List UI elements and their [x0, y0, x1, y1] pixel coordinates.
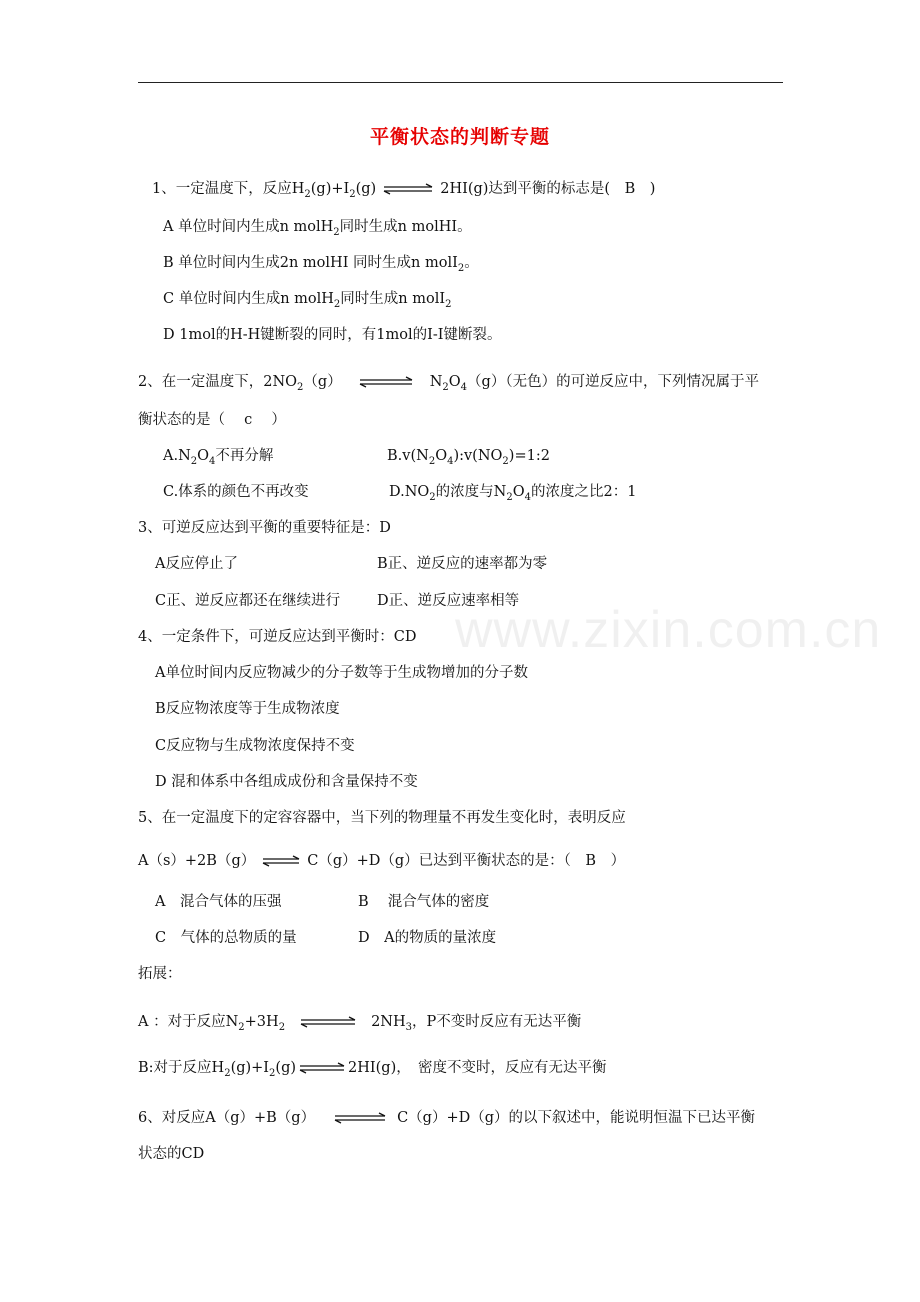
extension-label: 拓展：	[138, 966, 182, 982]
extension-item-b: B:对于反应$H_2(g)+I_2(g)$ 2HI(g)， 密度不变时，反应有无达平衡	[138, 1060, 607, 1079]
equilibrium-arrow-icon	[333, 1112, 387, 1124]
equilibrium-arrow-icon	[261, 855, 301, 867]
question-2-option-a: $A.N_2O_4$不再分解	[163, 448, 274, 467]
question-4-stem: 4、一定条件下，可逆反应达到平衡时：CD	[138, 629, 417, 645]
question-3-option-c: C正、逆反应都还在继续进行	[155, 593, 341, 609]
question-3-stem: 3、可逆反应达到平衡的重要特征是：D	[138, 520, 391, 536]
question-5-equation: A（s）+2B（g） C（g）+D（g）已达到平衡状态的是：（ B ）	[138, 853, 626, 869]
question-2-option-b: $B.v(N_2O_4):v(NO_2)=1:2$	[387, 448, 550, 467]
page-title: 平衡状态的判断专题	[369, 126, 550, 148]
question-1-option-b: B 单位时间内生成2n molHI 同时生成n molI$_2$。	[163, 255, 479, 274]
question-3-option-b: B正、逆反应的速率都为零	[377, 556, 548, 572]
watermark: www.zixin.com.cn	[455, 601, 882, 659]
question-4-option-d: D 混和体系中各组成成份和含量保持不变	[155, 774, 418, 790]
question-5-option-c: C 气体的总物质的量	[155, 930, 297, 946]
question-5-option-a: A 混合气体的压强	[155, 894, 282, 910]
question-3-option-d: D正、逆反应速率相等	[377, 593, 520, 609]
question-6-stem-continued: 状态的CD	[138, 1146, 205, 1162]
extension-item-a: A ：对于反应$N_2+3H_2$ $2NH_3$，P不变时反应有无达平衡	[138, 1014, 582, 1033]
question-2-option-d: $D.NO_2$的浓度与$N_2O_4$的浓度之比2：1	[389, 484, 637, 503]
question-5-option-b: B 混合气体的密度	[358, 894, 490, 910]
question-2-stem-continued: 衡状态的是（ c ）	[138, 412, 286, 428]
question-4-option-c: C反应物与生成物浓度保持不变	[155, 738, 355, 754]
question-1-stem: 1、一定温度下，反应$H_2(g)+I_2(g)$ 2HI(g)达到平衡的标志是( B )	[152, 181, 656, 200]
question-6-stem: 6、对反应A（g）+B（g） C（g）+D（g）的以下叙述中，能说明恒温下已达平衡	[138, 1110, 756, 1126]
equilibrium-arrow-icon	[299, 1016, 357, 1028]
question-2-stem: 2、在一定温度下，$2NO_2(g)$ $N_2O_4(g)$（无色）的可逆反应中，下列情况属于平	[138, 374, 760, 393]
equilibrium-arrow-icon	[382, 183, 434, 195]
question-5-option-d: D A的物质的量浓度	[358, 930, 497, 946]
equilibrium-arrow-icon	[358, 376, 414, 388]
question-1-option-c: C 单位时间内生成n molH$_2$同时生成n molI$_2$	[163, 291, 452, 310]
question-1-option-a: A 单位时间内生成n molH$_2$同时生成n molHI。	[163, 219, 472, 238]
question-4-option-a: A单位时间内反应物减少的分子数等于生成物增加的分子数	[155, 665, 528, 681]
question-3-option-a: A反应停止了	[155, 556, 238, 572]
question-5-stem: 5、在一定温度下的定容容器中，当下列的物理量不再发生变化时，表明反应	[138, 810, 626, 826]
question-2-option-c: C.体系的颜色不再改变	[163, 484, 309, 500]
header-rule	[138, 82, 783, 83]
question-4-option-b: B反应物浓度等于生成物浓度	[155, 701, 340, 717]
equilibrium-arrow-icon	[298, 1062, 346, 1074]
question-1-option-d: D 1mol的H-H键断裂的同时，有1mol的I-I键断裂。	[163, 327, 502, 343]
